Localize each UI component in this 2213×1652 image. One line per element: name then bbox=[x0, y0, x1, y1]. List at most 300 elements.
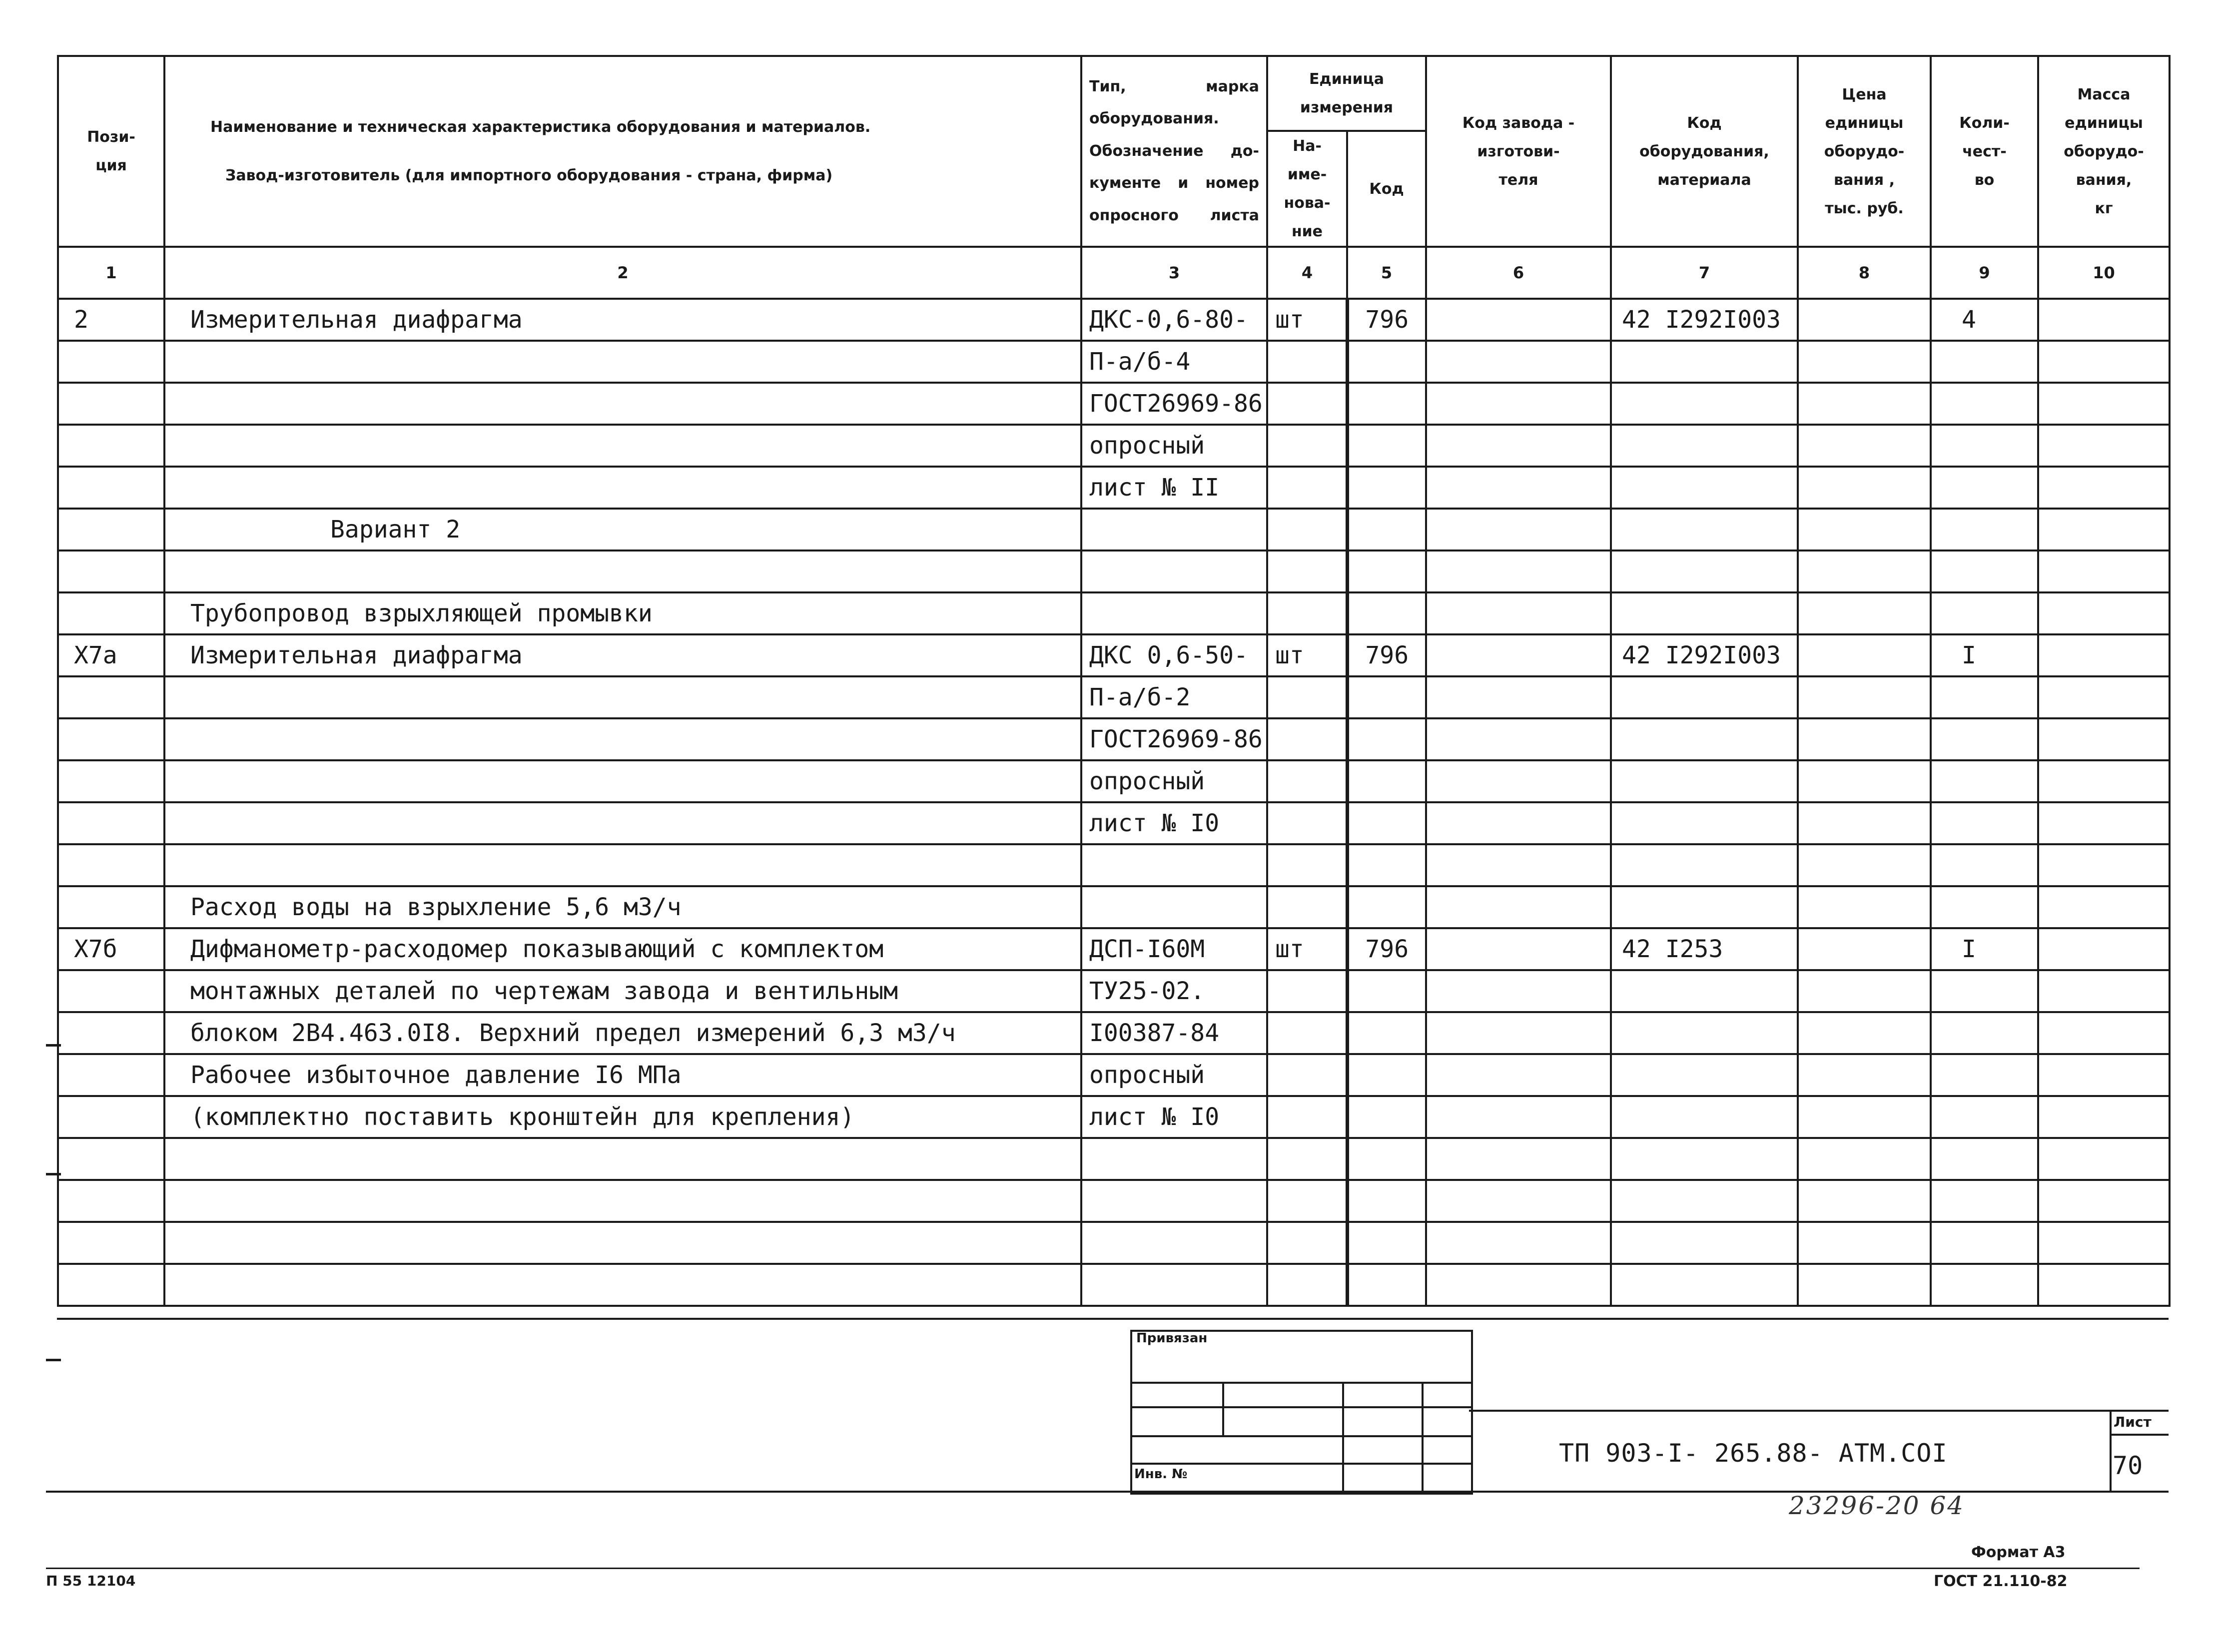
unit-cell bbox=[1267, 341, 1347, 383]
margin-tick bbox=[46, 1173, 61, 1175]
unit-cell bbox=[1267, 1054, 1347, 1096]
unit-code-cell bbox=[1347, 760, 1426, 802]
manufacturer-code-cell bbox=[1426, 551, 1611, 592]
unit-cell bbox=[1267, 383, 1347, 425]
type-cell: I00387-84 bbox=[1081, 1012, 1267, 1054]
unit-code-cell: 796 bbox=[1347, 928, 1426, 970]
name-cell bbox=[164, 760, 1081, 802]
equipment-code-cell bbox=[1611, 970, 1798, 1012]
mass-cell bbox=[2038, 970, 2170, 1012]
unit-cell: шт bbox=[1267, 299, 1347, 341]
unit-code-cell bbox=[1347, 886, 1426, 928]
manufacturer-code-cell bbox=[1426, 844, 1611, 886]
price-cell bbox=[1798, 1222, 1931, 1264]
table-row bbox=[58, 467, 2170, 509]
quantity-cell bbox=[1931, 718, 2038, 760]
quantity-cell bbox=[1931, 551, 2038, 592]
manufacturer-code-cell bbox=[1426, 467, 1611, 509]
type-cell bbox=[1081, 509, 1267, 551]
unit-code-cell bbox=[1347, 1012, 1426, 1054]
equipment-code-cell bbox=[1611, 760, 1798, 802]
name-cell bbox=[164, 844, 1081, 886]
type-cell bbox=[1081, 886, 1267, 928]
equipment-code-cell bbox=[1611, 509, 1798, 551]
name-cell bbox=[164, 802, 1081, 844]
type-cell: ТУ25-02. bbox=[1081, 970, 1267, 1012]
equipment-code-cell bbox=[1611, 844, 1798, 886]
margin-tick bbox=[46, 1044, 61, 1047]
price-cell bbox=[1798, 551, 1931, 592]
quantity-cell: I bbox=[1931, 634, 2038, 676]
manufacturer-code-cell bbox=[1426, 928, 1611, 970]
name-cell: блоком 2В4.463.0I8. Верхний предел измерений 6,3 м3/ч bbox=[164, 1012, 1081, 1054]
gost-label: ГОСТ 21.110-82 bbox=[1934, 1573, 2068, 1590]
unit-code-cell bbox=[1347, 1222, 1426, 1264]
unit-cell bbox=[1267, 467, 1347, 509]
table-row bbox=[58, 341, 2170, 383]
table-row bbox=[58, 634, 2170, 676]
table-row bbox=[58, 802, 2170, 844]
stamp-line bbox=[1130, 1382, 1471, 1384]
manufacturer-code-cell bbox=[1426, 718, 1611, 760]
unit-code-cell bbox=[1347, 1138, 1426, 1180]
specification-table bbox=[57, 55, 2171, 1307]
price-cell bbox=[1798, 341, 1931, 383]
equipment-code-cell bbox=[1611, 1012, 1798, 1054]
price-cell bbox=[1798, 970, 1931, 1012]
mass-cell bbox=[2038, 634, 2170, 676]
price-cell bbox=[1798, 676, 1931, 718]
header-unit-group: Единица измерения bbox=[1267, 56, 1426, 131]
mass-cell bbox=[2038, 467, 2170, 509]
quantity-cell bbox=[1931, 1096, 2038, 1138]
column-number: 2 bbox=[164, 247, 1081, 299]
unit-cell bbox=[1267, 551, 1347, 592]
header-type: Тип, марка оборудования. Обозначение до- кументе и номер опросного листа bbox=[1081, 56, 1267, 247]
column-number: 7 bbox=[1611, 247, 1798, 299]
equipment-code-cell bbox=[1611, 1096, 1798, 1138]
header-equipment-code: Код оборудования, материала bbox=[1611, 56, 1798, 247]
type-cell: опросный bbox=[1081, 760, 1267, 802]
name-cell: Рабочее избыточное давление I6 МПа bbox=[164, 1054, 1081, 1096]
unit-code-cell bbox=[1347, 341, 1426, 383]
mass-cell bbox=[2038, 886, 2170, 928]
type-cell: лист № I0 bbox=[1081, 802, 1267, 844]
name-cell bbox=[164, 676, 1081, 718]
price-cell bbox=[1798, 1096, 1931, 1138]
header-position: Пози- ция bbox=[58, 56, 164, 247]
unit-code-cell bbox=[1347, 676, 1426, 718]
unit-cell bbox=[1267, 509, 1347, 551]
equipment-code-cell bbox=[1611, 1138, 1798, 1180]
table-row bbox=[58, 970, 2170, 1012]
manufacturer-code-cell bbox=[1426, 383, 1611, 425]
unit-code-cell: 796 bbox=[1347, 634, 1426, 676]
form-id: П 55 12104 bbox=[46, 1573, 136, 1589]
manufacturer-code-cell bbox=[1426, 676, 1611, 718]
manufacturer-code-cell bbox=[1426, 1264, 1611, 1306]
manufacturer-code-cell bbox=[1426, 1222, 1611, 1264]
mass-cell bbox=[2038, 299, 2170, 341]
manufacturer-code-cell bbox=[1426, 341, 1611, 383]
table-row bbox=[58, 551, 2170, 592]
stamp-line bbox=[1130, 1406, 1471, 1408]
manufacturer-code-cell bbox=[1426, 1054, 1611, 1096]
manufacturer-code-cell bbox=[1426, 760, 1611, 802]
quantity-cell bbox=[1931, 1138, 2038, 1180]
name-cell: монтажных деталей по чертежам завода и вентильным bbox=[164, 970, 1081, 1012]
equipment-code-cell bbox=[1611, 886, 1798, 928]
mass-cell bbox=[2038, 592, 2170, 634]
mass-cell bbox=[2038, 425, 2170, 467]
type-cell: П-а/б-4 bbox=[1081, 341, 1267, 383]
unit-cell bbox=[1267, 1012, 1347, 1054]
bottom-rule bbox=[46, 1568, 2140, 1569]
quantity-cell bbox=[1931, 467, 2038, 509]
unit-code-cell bbox=[1347, 509, 1426, 551]
name-cell: Вариант 2 bbox=[164, 509, 1081, 551]
manufacturer-code-cell bbox=[1426, 299, 1611, 341]
mass-cell bbox=[2038, 718, 2170, 760]
column-number: 4 bbox=[1267, 247, 1347, 299]
position-cell bbox=[58, 802, 164, 844]
header-name: Наименование и техническая характеристика оборудования и материалов. Завод-изготовитель (для импортного оборудования - страна, фирма) bbox=[164, 56, 1081, 247]
type-cell: ГОСТ26969-86 bbox=[1081, 718, 1267, 760]
title-block-line bbox=[1469, 1410, 2169, 1412]
column-number: 8 bbox=[1798, 247, 1931, 299]
price-cell bbox=[1798, 1054, 1931, 1096]
manufacturer-code-cell bbox=[1426, 509, 1611, 551]
unit-code-cell bbox=[1347, 425, 1426, 467]
manufacturer-code-cell bbox=[1426, 802, 1611, 844]
position-cell bbox=[58, 551, 164, 592]
unit-code-cell bbox=[1347, 1096, 1426, 1138]
table-row bbox=[58, 425, 2170, 467]
quantity-cell bbox=[1931, 341, 2038, 383]
equipment-code-cell: 42 I292I003 bbox=[1611, 634, 1798, 676]
price-cell bbox=[1798, 383, 1931, 425]
mass-cell bbox=[2038, 1054, 2170, 1096]
header-manufacturer-code: Код завода - изготови- теля bbox=[1426, 56, 1611, 247]
price-cell bbox=[1798, 1180, 1931, 1222]
unit-code-cell bbox=[1347, 802, 1426, 844]
type-cell: лист № I0 bbox=[1081, 1096, 1267, 1138]
quantity-cell bbox=[1931, 592, 2038, 634]
name-cell bbox=[164, 341, 1081, 383]
manufacturer-code-cell bbox=[1426, 1012, 1611, 1054]
table-row bbox=[58, 886, 2170, 928]
unit-code-cell bbox=[1347, 970, 1426, 1012]
type-cell bbox=[1081, 551, 1267, 592]
equipment-code-cell bbox=[1611, 676, 1798, 718]
unit-cell bbox=[1267, 802, 1347, 844]
manufacturer-code-cell bbox=[1426, 1096, 1611, 1138]
mass-cell bbox=[2038, 1264, 2170, 1306]
unit-code-cell bbox=[1347, 1180, 1426, 1222]
sheet-line bbox=[2110, 1434, 2169, 1436]
position-cell: 2 bbox=[58, 299, 164, 341]
unit-cell bbox=[1267, 844, 1347, 886]
equipment-code-cell bbox=[1611, 1054, 1798, 1096]
column-number: 5 bbox=[1347, 247, 1426, 299]
position-cell bbox=[58, 1264, 164, 1306]
quantity-cell bbox=[1931, 1264, 2038, 1306]
mass-cell bbox=[2038, 676, 2170, 718]
position-cell bbox=[58, 1180, 164, 1222]
name-cell: Дифманометр-расходомер показывающий с комплектом bbox=[164, 928, 1081, 970]
equipment-code-cell bbox=[1611, 383, 1798, 425]
position-cell bbox=[58, 509, 164, 551]
unit-code-cell bbox=[1347, 718, 1426, 760]
mass-cell bbox=[2038, 551, 2170, 592]
name-cell bbox=[164, 425, 1081, 467]
column-number: 10 bbox=[2038, 247, 2170, 299]
unit-cell bbox=[1267, 1138, 1347, 1180]
table-row bbox=[58, 844, 2170, 886]
quantity-cell bbox=[1931, 1012, 2038, 1054]
equipment-code-cell: 42 I253 bbox=[1611, 928, 1798, 970]
mass-cell bbox=[2038, 844, 2170, 886]
type-cell bbox=[1081, 1222, 1267, 1264]
unit-cell bbox=[1267, 425, 1347, 467]
margin-tick bbox=[46, 1359, 61, 1361]
name-cell bbox=[164, 718, 1081, 760]
equipment-code-cell bbox=[1611, 592, 1798, 634]
table-row bbox=[58, 928, 2170, 970]
table-row bbox=[58, 676, 2170, 718]
position-cell bbox=[58, 425, 164, 467]
mass-cell bbox=[2038, 1222, 2170, 1264]
type-cell bbox=[1081, 1264, 1267, 1306]
quantity-cell bbox=[1931, 886, 2038, 928]
mass-cell bbox=[2038, 928, 2170, 970]
manufacturer-code-cell bbox=[1426, 425, 1611, 467]
price-cell bbox=[1798, 1012, 1931, 1054]
position-cell bbox=[58, 886, 164, 928]
quantity-cell bbox=[1931, 676, 2038, 718]
type-cell: П-а/б-2 bbox=[1081, 676, 1267, 718]
equipment-code-cell bbox=[1611, 341, 1798, 383]
stamp-line bbox=[1130, 1463, 1471, 1465]
header-quantity: Коли- чест- во bbox=[1931, 56, 2038, 247]
quantity-cell bbox=[1931, 383, 2038, 425]
unit-cell bbox=[1267, 1264, 1347, 1306]
position-cell bbox=[58, 1222, 164, 1264]
position-cell bbox=[58, 1054, 164, 1096]
manufacturer-code-cell bbox=[1426, 634, 1611, 676]
position-cell bbox=[58, 676, 164, 718]
format-label: Формат А3 bbox=[1971, 1544, 2066, 1561]
unit-code-cell bbox=[1347, 592, 1426, 634]
quantity-cell bbox=[1931, 844, 2038, 886]
header-price: Цена единицы оборудо- вания , тыс. руб. bbox=[1798, 56, 1931, 247]
unit-code-cell bbox=[1347, 467, 1426, 509]
price-cell bbox=[1798, 1264, 1931, 1306]
table-row bbox=[58, 509, 2170, 551]
handwritten-number: 23296-20 64 bbox=[1789, 1491, 1965, 1520]
document-code: ТП 903-I- 265.88- АТМ.СОI bbox=[1559, 1439, 1948, 1468]
position-cell bbox=[58, 1096, 164, 1138]
unit-code-cell bbox=[1347, 844, 1426, 886]
name-cell bbox=[164, 467, 1081, 509]
type-cell bbox=[1081, 592, 1267, 634]
quantity-cell bbox=[1931, 1222, 2038, 1264]
title-block-top-line bbox=[57, 1318, 2169, 1320]
type-cell: лист № II bbox=[1081, 467, 1267, 509]
position-cell bbox=[58, 467, 164, 509]
mass-cell bbox=[2038, 802, 2170, 844]
position-cell bbox=[58, 341, 164, 383]
header-mass: Масса единицы оборудо- вания, кг bbox=[2038, 56, 2170, 247]
price-cell bbox=[1798, 802, 1931, 844]
unit-cell: шт bbox=[1267, 634, 1347, 676]
stamp-line bbox=[1130, 1435, 1471, 1437]
name-cell bbox=[164, 1264, 1081, 1306]
equipment-code-cell bbox=[1611, 1222, 1798, 1264]
table-row bbox=[58, 760, 2170, 802]
price-cell bbox=[1798, 760, 1931, 802]
name-cell: Трубопровод взрыхляющей промывки bbox=[164, 592, 1081, 634]
price-cell bbox=[1798, 592, 1931, 634]
type-cell bbox=[1081, 844, 1267, 886]
table-row bbox=[58, 718, 2170, 760]
type-cell: опросный bbox=[1081, 1054, 1267, 1096]
table-row bbox=[58, 1138, 2170, 1180]
name-cell bbox=[164, 551, 1081, 592]
name-cell: Расход воды на взрыхление 5,6 м3/ч bbox=[164, 886, 1081, 928]
name-cell bbox=[164, 383, 1081, 425]
price-cell bbox=[1798, 1138, 1931, 1180]
price-cell bbox=[1798, 718, 1931, 760]
equipment-code-cell bbox=[1611, 718, 1798, 760]
type-cell: опросный bbox=[1081, 425, 1267, 467]
position-cell bbox=[58, 844, 164, 886]
quantity-cell bbox=[1931, 802, 2038, 844]
name-cell bbox=[164, 1180, 1081, 1222]
equipment-code-cell bbox=[1611, 1264, 1798, 1306]
quantity-cell bbox=[1931, 425, 2038, 467]
name-cell: (комплектно поставить кронштейн для крепления) bbox=[164, 1096, 1081, 1138]
equipment-code-cell bbox=[1611, 467, 1798, 509]
stamp-divider bbox=[1222, 1382, 1224, 1435]
position-cell: Х7б bbox=[58, 928, 164, 970]
price-cell bbox=[1798, 928, 1931, 970]
mass-cell bbox=[2038, 760, 2170, 802]
type-cell bbox=[1081, 1180, 1267, 1222]
unit-cell bbox=[1267, 1180, 1347, 1222]
equipment-code-cell: 42 I292I003 bbox=[1611, 299, 1798, 341]
mass-cell bbox=[2038, 509, 2170, 551]
quantity-cell bbox=[1931, 1180, 2038, 1222]
price-cell bbox=[1798, 844, 1931, 886]
mass-cell bbox=[2038, 1096, 2170, 1138]
unit-cell bbox=[1267, 886, 1347, 928]
unit-cell bbox=[1267, 592, 1347, 634]
sheet-divider bbox=[2110, 1410, 2112, 1491]
name-cell: Измерительная диафрагма bbox=[164, 299, 1081, 341]
quantity-cell bbox=[1931, 1054, 2038, 1096]
price-cell bbox=[1798, 886, 1931, 928]
mass-cell bbox=[2038, 383, 2170, 425]
mass-cell bbox=[2038, 1180, 2170, 1222]
manufacturer-code-cell bbox=[1426, 592, 1611, 634]
column-number: 1 bbox=[58, 247, 164, 299]
type-cell: ГОСТ26969-86 bbox=[1081, 383, 1267, 425]
price-cell bbox=[1798, 299, 1931, 341]
table-row bbox=[58, 1264, 2170, 1306]
unit-code-cell bbox=[1347, 1054, 1426, 1096]
unit-cell bbox=[1267, 1222, 1347, 1264]
position-cell: Х7а bbox=[58, 634, 164, 676]
table-row bbox=[58, 1222, 2170, 1264]
price-cell bbox=[1798, 467, 1931, 509]
price-cell bbox=[1798, 509, 1931, 551]
type-cell: ДСП-I60М bbox=[1081, 928, 1267, 970]
sheet-number: 70 bbox=[2113, 1451, 2143, 1480]
manufacturer-code-cell bbox=[1426, 886, 1611, 928]
quantity-cell bbox=[1931, 760, 2038, 802]
column-numbers-row bbox=[58, 247, 2170, 299]
table-row bbox=[58, 1180, 2170, 1222]
unit-cell bbox=[1267, 676, 1347, 718]
unit-cell bbox=[1267, 718, 1347, 760]
equipment-code-cell bbox=[1611, 802, 1798, 844]
position-cell bbox=[58, 592, 164, 634]
position-cell bbox=[58, 383, 164, 425]
name-cell bbox=[164, 1138, 1081, 1180]
manufacturer-code-cell bbox=[1426, 1138, 1611, 1180]
sheet-label: Лист bbox=[2114, 1414, 2152, 1430]
column-number: 6 bbox=[1426, 247, 1611, 299]
equipment-code-cell bbox=[1611, 425, 1798, 467]
column-number: 3 bbox=[1081, 247, 1267, 299]
position-cell bbox=[58, 970, 164, 1012]
header-unit-code: Код bbox=[1347, 131, 1426, 247]
unit-code-cell: 796 bbox=[1347, 299, 1426, 341]
table-row bbox=[58, 592, 2170, 634]
column-number: 9 bbox=[1931, 247, 2038, 299]
name-cell: Измерительная диафрагма bbox=[164, 634, 1081, 676]
type-cell: ДКС 0,6-50- bbox=[1081, 634, 1267, 676]
table-row bbox=[58, 1012, 2170, 1054]
manufacturer-code-cell bbox=[1426, 970, 1611, 1012]
unit-code-cell bbox=[1347, 383, 1426, 425]
stamp-divider bbox=[1342, 1382, 1344, 1491]
manufacturer-code-cell bbox=[1426, 1180, 1611, 1222]
unit-cell bbox=[1267, 1096, 1347, 1138]
unit-cell bbox=[1267, 970, 1347, 1012]
header-unit-name: На- име- нова- ние bbox=[1267, 131, 1347, 247]
table-row bbox=[58, 299, 2170, 341]
unit-code-cell bbox=[1347, 1264, 1426, 1306]
quantity-cell bbox=[1931, 970, 2038, 1012]
bound-label: Привязан bbox=[1136, 1331, 1208, 1346]
equipment-code-cell bbox=[1611, 1180, 1798, 1222]
type-cell bbox=[1081, 1138, 1267, 1180]
stamp-divider bbox=[1422, 1382, 1424, 1491]
position-cell bbox=[58, 1012, 164, 1054]
position-cell bbox=[58, 1138, 164, 1180]
unit-code-cell bbox=[1347, 551, 1426, 592]
name-cell bbox=[164, 1222, 1081, 1264]
equipment-code-cell bbox=[1611, 551, 1798, 592]
unit-cell: шт bbox=[1267, 928, 1347, 970]
mass-cell bbox=[2038, 1138, 2170, 1180]
mass-cell bbox=[2038, 341, 2170, 383]
mass-cell bbox=[2038, 1012, 2170, 1054]
quantity-cell: 4 bbox=[1931, 299, 2038, 341]
position-cell bbox=[58, 718, 164, 760]
